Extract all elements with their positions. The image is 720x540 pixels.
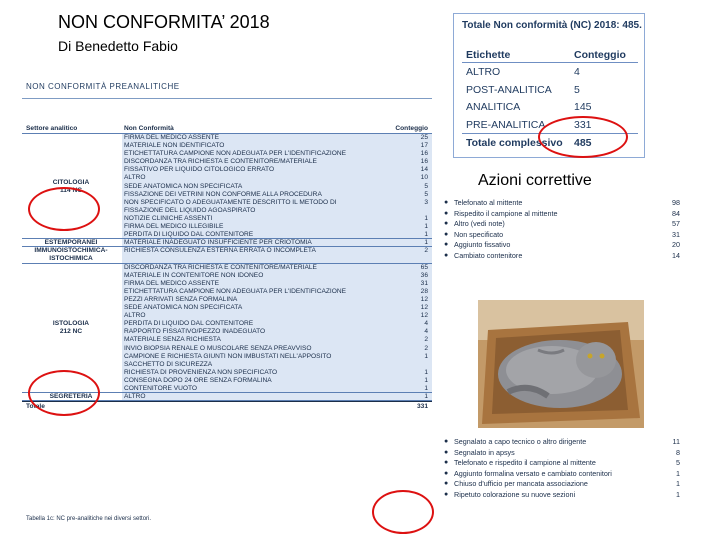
summary-row [462, 63, 638, 80]
table-row [22, 272, 432, 280]
action-item [444, 198, 684, 209]
action-count: 57 [672, 219, 680, 228]
action-item [444, 469, 684, 480]
summary-row-count: 4 [574, 66, 580, 78]
nc-name: CONSEGNA DOPO 24 ORE SENZA FORMALINA [124, 376, 272, 384]
table-row [22, 320, 432, 328]
action-count: 1 [676, 468, 680, 478]
nc-count: 2 [424, 247, 428, 255]
sector-label: SEGRETERIA [49, 393, 93, 401]
nc-name: SACCHETTO DI SICUREZZA [124, 360, 213, 368]
nc-name: PERDITA DI LIQUIDO DAL CONTENITORE [124, 320, 254, 328]
action-text: Chiuso d'ufficio per mancata associazione [454, 479, 588, 488]
summary-row-count: 5 [574, 83, 580, 96]
bullet-icon: ● [444, 251, 449, 259]
summary-row-label: ANALITICA [466, 101, 521, 113]
highlight-circle-total [372, 490, 434, 534]
nc-count: 1 [424, 214, 428, 222]
nc-count: 1 [424, 384, 428, 392]
action-text: Telefonato al mittente [454, 198, 523, 207]
nc-name: SEDE ANATOMICA NON SPECIFICATA [124, 304, 243, 312]
table-row [22, 247, 432, 255]
actions-list-top [444, 198, 684, 261]
nc-name: NON SPECIFICATO O ADEGUATAMENTE DESCRITTO IL METODO DI [124, 198, 337, 206]
nc-name: FISSAZIONE DEL LIQUIDO AGOASPIRATO [124, 206, 256, 214]
table-row [22, 288, 432, 296]
bullet-icon: ● [444, 220, 449, 227]
table-row [22, 296, 432, 304]
action-text: Aggiunto formalina versato e cambiato contenitori [454, 468, 612, 478]
table-row [22, 134, 432, 142]
table-row [22, 353, 432, 361]
nc-name: CONTENITORE VUOTO [124, 384, 198, 392]
nc-name: SEDE ANATOMICA NON SPECIFICATA [124, 182, 243, 190]
table-row [22, 183, 432, 191]
nc-count: 4 [424, 320, 428, 328]
table-row [22, 361, 432, 369]
slide-title: NON CONFORMITA’ 2018 [58, 12, 270, 32]
nc-count: 12 [420, 312, 428, 320]
action-count: 98 [672, 198, 680, 207]
summary-header-count: Conteggio [574, 49, 626, 61]
table-row [22, 328, 432, 336]
nc-count: 12 [420, 304, 428, 312]
bullet-icon: ● [444, 230, 449, 238]
table-row [22, 231, 432, 239]
nc-name: NOTIZIE CLINICHE ASSENTI [124, 214, 213, 222]
nc-count: 28 [420, 287, 428, 295]
table-row [22, 150, 432, 158]
nc-count: 1 [424, 368, 428, 376]
nc-count: 1 [424, 393, 428, 401]
action-count: 84 [672, 208, 680, 218]
sector-group [22, 247, 432, 263]
nc-name: FIRMA DEL MEDICO ILLEGIBILE [124, 223, 224, 231]
actions-list-bottom [444, 437, 684, 500]
highlight-circle-istologia [28, 370, 100, 416]
table-header [22, 124, 432, 134]
bullet-icon: ● [444, 199, 449, 206]
action-text: Cambiato contenitore [454, 250, 523, 260]
nc-table [22, 124, 432, 411]
nc-name: MATERIALE NON IDENTIFICATO [124, 142, 225, 150]
summary-total-value: 485 [574, 137, 592, 149]
summary-header [462, 46, 638, 63]
action-count: 1 [676, 489, 680, 499]
nc-name: RICHIESTA DI PROVENIENZA NON SPECIFICATO [124, 368, 278, 376]
nc-count: 17 [420, 142, 428, 150]
nc-count: 65 [420, 263, 428, 271]
nc-name: ALTRO [124, 312, 146, 320]
action-item [444, 219, 684, 230]
nc-count: 25 [420, 134, 428, 141]
summary-row-count: 145 [574, 101, 592, 113]
action-count: 14 [672, 250, 680, 260]
action-text: Aggiunto fissativo [454, 240, 511, 249]
nc-count: 2 [424, 336, 428, 344]
bullet-icon: ● [444, 448, 449, 456]
nc-preanalytic-document [22, 76, 432, 531]
nc-count: 1 [424, 376, 428, 384]
nc-count: 36 [420, 271, 428, 279]
nc-name: FISSAZIONE DEI VETRINI NON CONFORME ALLA PROCEDURA [124, 190, 322, 198]
nc-name: RICHIESTA CONSULENZA ESTERNA ERRATA O INCOMPLETA [124, 247, 316, 255]
action-count: 1 [676, 479, 680, 488]
summary-row [462, 81, 638, 98]
table-row [22, 345, 432, 353]
summary-row-label: ALTRO [466, 66, 501, 78]
nc-name: PEZZI ARRIVATI SENZA FORMALINA [124, 295, 238, 303]
summary-title: Totale Non conformità (NC) 2018: 485. [462, 20, 642, 31]
nc-count: 2 [424, 344, 428, 352]
action-count: 31 [672, 229, 680, 239]
nc-name: MATERIALE INADEGUATO INSUFFICIENTE PER CRIOTOMIA [124, 239, 312, 247]
nc-name: FIRMA DEL MEDICO ASSENTE [124, 279, 220, 287]
nc-name: ALTRO [124, 174, 146, 182]
bullet-icon: ● [444, 490, 449, 498]
table-row [22, 166, 432, 174]
action-count: 8 [676, 447, 680, 457]
action-text: Ripetuto colorazione su nuove sezioni [454, 489, 576, 499]
nc-count: 31 [420, 279, 428, 287]
document-divider [22, 98, 432, 99]
nc-count: 1 [424, 352, 428, 360]
action-item [444, 209, 684, 220]
action-item [444, 490, 684, 501]
action-text: Segnalato in apsys [454, 447, 515, 457]
nc-name: RAPPORTO FISSATIVO/PEZZO INADEGUATO [124, 328, 266, 336]
nc-count: 4 [424, 328, 428, 336]
nc-name: ETICHETTATURA CAMPIONE NON ADEGUATA PER L'IDENTIFICAZIONE [124, 287, 347, 295]
nc-name: ALTRO [124, 393, 146, 401]
action-item [444, 458, 684, 469]
action-text: Rispedito il campione al mittente [454, 208, 558, 218]
nc-name: ETICHETTATURA CAMPIONE NON ADEGUATA PER L'IDENTIFICAZIONE [124, 150, 347, 158]
action-item [444, 448, 684, 459]
summary-row-label: PRE-ANALITICA [466, 118, 546, 131]
sector-label: ESTEMPORANEI [44, 239, 98, 247]
table-caption: Tabella 1c: NC pre-analitiche nei diversi settori. [26, 516, 152, 522]
nc-name: INVIO BIOPSIA RENALE O MUSCOLARE SENZA PREAVVISO [124, 344, 312, 352]
action-text: Segnalato a capo tecnico o altro dirigente [454, 437, 587, 446]
summary-header-label: Etichette [466, 49, 511, 61]
bullet-icon: ● [444, 459, 449, 466]
sector-label: IMMUNOISTOCHIMICA- ISTOCHIMICA [34, 247, 108, 263]
action-text: Telefonato e rispedito il campione al mittente [454, 458, 596, 467]
summary-row [462, 98, 638, 115]
table-row [22, 255, 432, 263]
action-item [444, 240, 684, 251]
nc-count: 5 [424, 190, 428, 198]
nc-name: FISSATIVO PER LIQUIDO CITOLOGICO ERRATO [124, 166, 275, 174]
action-item [444, 230, 684, 241]
highlight-circle-citologia [28, 187, 100, 231]
header-sector: Settore analitico [26, 125, 78, 132]
nc-count: 1 [424, 223, 428, 231]
nc-count: 1 [424, 239, 428, 247]
nc-name: DISCORDANZA TRA RICHIESTA E CONTENITORE/MATERIALE [124, 158, 317, 166]
table-row [22, 304, 432, 312]
nc-name: CAMPIONE E RICHIESTA GIUNTI NON IMBUSTATI NELL'APPOSITO [124, 352, 332, 360]
nc-name: FIRMA DEL MEDICO ASSENTE [124, 134, 220, 141]
bullet-icon: ● [444, 469, 449, 477]
table-row [22, 142, 432, 150]
action-item [444, 479, 684, 490]
document-heading: NON CONFORMITÀ PREANALITICHE [26, 82, 180, 91]
action-count: 20 [672, 240, 680, 249]
summary-row-label: POST-ANALITICA [466, 83, 552, 96]
table-row [22, 239, 432, 247]
nc-count: 16 [420, 150, 428, 158]
summary-row-count: 331 [574, 118, 592, 131]
nc-count: 10 [420, 174, 428, 182]
action-text: Altro (vedi note) [454, 219, 505, 228]
bullet-icon: ● [444, 209, 449, 217]
cat-photo-illustration [478, 300, 644, 428]
cat-in-box-photo [478, 300, 644, 428]
action-item [444, 251, 684, 262]
slide-subtitle: Di Benedetto Fabio [58, 38, 178, 54]
table-row [22, 336, 432, 344]
bullet-icon: ● [444, 241, 449, 248]
actions-heading: Azioni correttive [478, 172, 592, 189]
table-row [22, 174, 432, 182]
nc-name: PERDITA DI LIQUIDO DAL CONTENITORE [124, 231, 254, 239]
nc-count: 3 [424, 198, 428, 206]
nc-name: DISCORDANZA TRA RICHIESTA E CONTENITORE/MATERIALE [124, 263, 317, 271]
total-value: 331 [416, 403, 428, 411]
highlight-circle-summary [538, 116, 628, 158]
action-count: 5 [676, 458, 680, 467]
table-row [22, 158, 432, 166]
table-row [22, 312, 432, 320]
sector-label: CITOLOGIA 114 NC [52, 178, 90, 194]
bullet-icon: ● [444, 480, 449, 487]
table-body [22, 134, 432, 401]
action-count: 11 [672, 437, 680, 446]
nc-count: 14 [420, 166, 428, 174]
nc-count: 5 [424, 182, 428, 190]
nc-name: MATERIALE SENZA RICHIESTA [124, 336, 221, 344]
table-row [22, 264, 432, 272]
table-row [22, 280, 432, 288]
action-item [444, 437, 684, 448]
sector-label: ISTOLOGIA 212 NC [52, 320, 90, 336]
summary-total-label: Totale complessivo [466, 137, 563, 149]
nc-count: 1 [424, 231, 428, 239]
bullet-icon: ● [444, 438, 449, 445]
nc-count: 12 [420, 295, 428, 303]
sector-group [22, 239, 432, 247]
header-nc: Non Conformità [124, 125, 174, 132]
action-text: Non specificato [454, 229, 504, 239]
total-label: Totale [26, 403, 45, 411]
header-count: Conteggio [395, 125, 428, 132]
nc-count: 16 [420, 158, 428, 166]
nc-name: MATERIALE IN CONTENITORE NON IDONEO [124, 271, 264, 279]
